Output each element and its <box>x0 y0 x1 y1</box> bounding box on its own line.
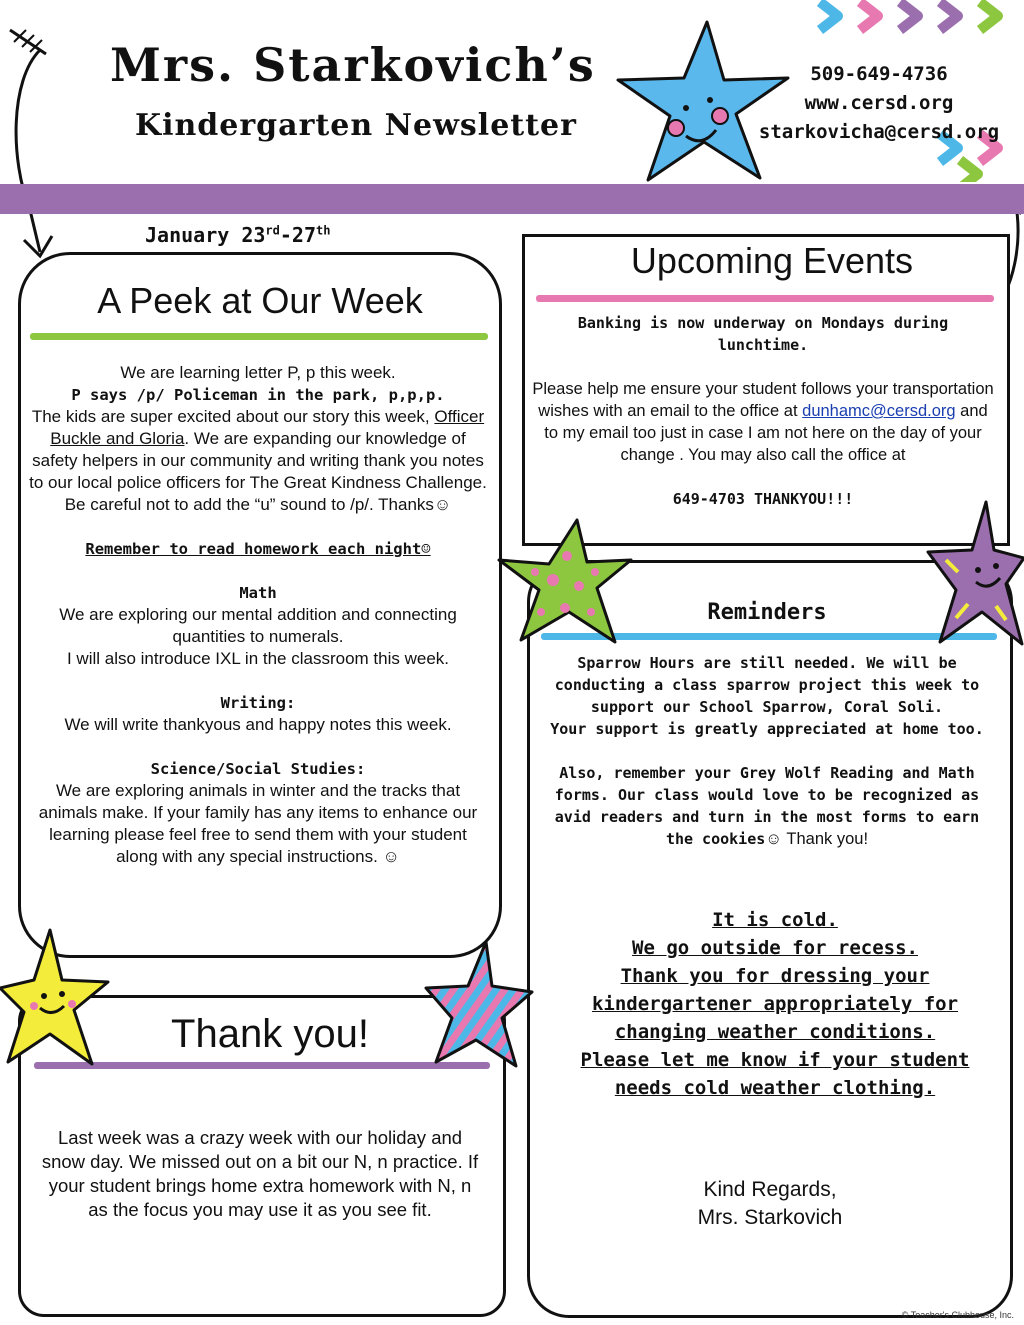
header-band <box>0 184 1024 214</box>
contact-info <box>744 60 1014 147</box>
events-rule <box>536 295 994 302</box>
phone-number: 509-649-4736 <box>810 63 948 85</box>
banking-note: Banking is now underway on Mondays during lunchtime. <box>577 314 949 354</box>
thanks-heading: Thank you! <box>171 1012 369 1056</box>
week-rule <box>30 333 488 340</box>
math-title: Math <box>239 584 277 602</box>
math-text: We are exploring our mental addition and connecting quantities to numerals. <box>59 605 457 646</box>
week-p1: We are learning letter P, p this week. <box>120 363 396 382</box>
greywolf-note: Also, remember your Grey Wolf Reading and Math forms. Our class would love to be recognized as avid readers and turn in the most forms to earn the cookies☺ Thank you! <box>554 764 980 848</box>
office-phone: 649-4703 THANKYOU!!! <box>672 490 854 508</box>
science-text: We are exploring animals in winter and the tracks that animals make. If your family has any items to enhance our learning please feel free to send them with your student along with any special instructions. ☺ <box>38 781 478 866</box>
yellow-star-icon <box>0 928 110 1068</box>
math-text-2: I will also introduce IXL in the classroom this week. <box>66 649 450 668</box>
regards-line: Kind Regards, <box>703 1178 837 1201</box>
science-title: Science/Social Studies: <box>150 760 366 778</box>
book-title: Officer Buckle and Gloria <box>50 407 485 448</box>
cold-line-3: Thank you for dressing your kindergartener appropriately for changing weather conditions. <box>591 965 959 1043</box>
reminders-heading: Reminders <box>707 600 827 625</box>
week-p3: The kids are super excited about our story this week, Officer Buckle and Gloria. We are expanding our knowledge of safety helpers in our community and writing thank you notes to our local police officers for The Great Kindness Challenge. <box>29 407 487 492</box>
reminders-content <box>537 652 997 850</box>
week-content <box>28 362 488 868</box>
newsletter-title: Mrs. Starkovich’s <box>110 38 596 92</box>
cold-line-1: It is cold. <box>712 909 838 931</box>
green-star-icon <box>495 516 635 648</box>
week-p4: Be careful not to add the “u” sound to /p/. Thanks☺ <box>64 495 452 514</box>
cold-weather-note <box>555 906 995 1102</box>
office-email-link[interactable]: dunhamc@cersd.org <box>802 402 956 420</box>
events-content <box>532 312 994 510</box>
homework-reminder: Remember to read homework each night☺ <box>85 540 431 558</box>
transport-note: Please help me ensure your student follows your transportation wishes with an email to the office at dunhamc@cersd.org and to my email too just in case I am not here on the day of your change . You may also call the office at <box>532 380 994 464</box>
week-p2: P says /p/ Policeman in the park, p,p,p. <box>71 386 445 404</box>
writing-text: We will write thankyous and happy notes this week. <box>64 715 452 734</box>
email[interactable]: starkovicha@cersd.org <box>758 121 1000 143</box>
purple-star-icon <box>926 500 1024 648</box>
week-date: January 23rd-27th <box>145 223 331 247</box>
writing-title: Writing: <box>220 694 296 712</box>
week-heading: A Peek at Our Week <box>97 280 423 321</box>
signer-name: Mrs. Starkovich <box>697 1206 843 1229</box>
striped-star-icon <box>424 940 534 1070</box>
cold-line-4: Please let me know if your student needs cold weather clothing. <box>580 1049 970 1099</box>
copyright: © Teacher's Clubhouse, Inc. <box>901 1310 1014 1320</box>
thanks-text: Last week was a crazy week with our holiday and snow day. We missed out on a bit our N, n practice. If your student brings home extra homework with N, n as the focus you may use it as you see fit. <box>41 1127 479 1220</box>
signature <box>620 1176 920 1232</box>
support-note: Your support is greatly appreciated at home too. <box>550 720 984 738</box>
newsletter-subtitle: Kindergarten Newsletter <box>135 108 577 143</box>
events-heading: Upcoming Events <box>630 240 914 281</box>
arrow-doodle-left-icon <box>0 20 80 270</box>
sparrow-note: Sparrow Hours are still needed. We will be conducting a class sparrow project this week to support our School Sparrow, Coral Soli. <box>554 654 980 716</box>
website[interactable]: www.cersd.org <box>804 92 954 114</box>
cold-line-2: We go outside for recess. <box>632 937 918 959</box>
